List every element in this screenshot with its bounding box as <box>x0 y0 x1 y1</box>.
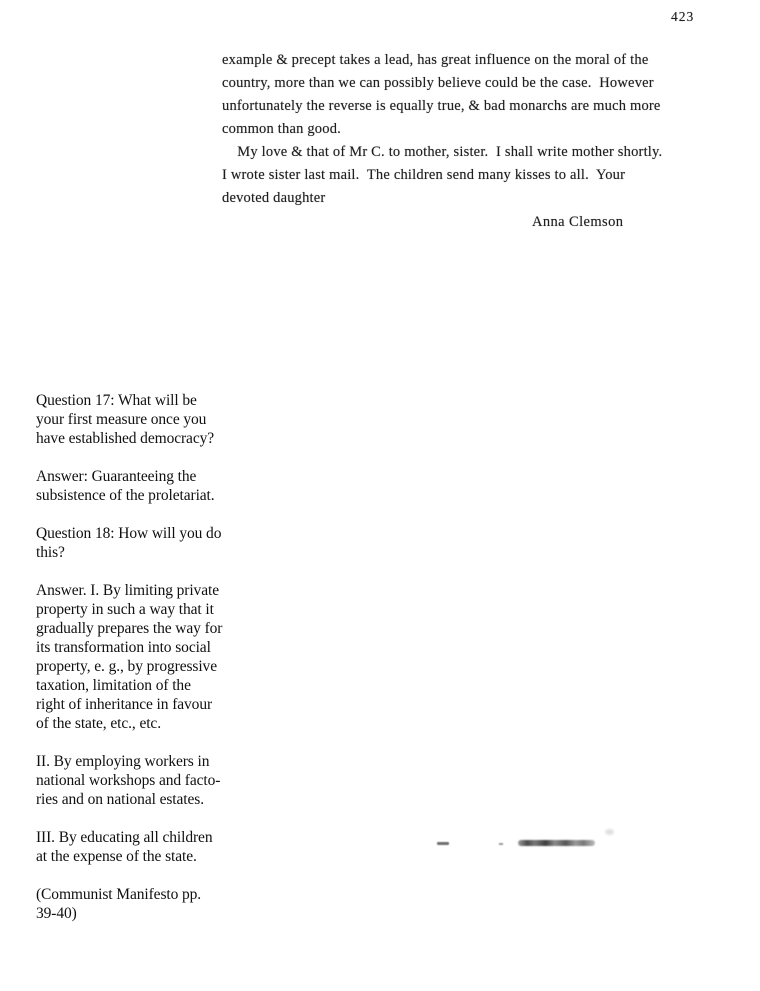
margin-note-line <box>36 809 222 828</box>
margin-note-line: this? <box>36 544 65 561</box>
margin-note-line: II. By employing workers in <box>36 753 210 770</box>
margin-note-line: of the state, etc., etc. <box>36 715 161 732</box>
margin-note-line: subsistence of the proletariat. <box>36 487 215 504</box>
margin-note-line: Answer. I. By limiting private <box>36 582 219 599</box>
letter-signature: Anna Clemson <box>532 214 624 230</box>
scan-artifact-dot <box>499 843 503 845</box>
margin-notes-column <box>36 391 222 923</box>
margin-note-line: your first measure once you <box>36 411 207 428</box>
margin-note-line: right of inheritance in favour <box>36 696 213 713</box>
scan-artifact-dash <box>437 842 449 845</box>
margin-note-line <box>36 562 222 581</box>
margin-note-line: national workshops and facto- <box>36 772 221 789</box>
margin-note-line: Question 17: What will be <box>36 392 197 409</box>
margin-note-line: (Communist Manifesto pp. <box>36 886 202 903</box>
margin-note-line <box>36 448 222 467</box>
letter-line: I wrote sister last mail. The children send many kisses to all. Your <box>222 167 626 183</box>
letter-line: country, more than we can possibly believe could be the case. However <box>222 75 654 91</box>
margin-note-line: its transformation into social <box>36 639 211 656</box>
letter-line: My love & that of Mr C. to mother, sister. I shall write mother shortly. <box>222 144 663 160</box>
letter-body <box>222 49 662 210</box>
scan-artifact-speck <box>605 829 614 835</box>
margin-note-line <box>36 505 222 524</box>
margin-note-line: 39-40) <box>36 905 77 922</box>
margin-note-line: property, e. g., by progressive <box>36 658 217 675</box>
letter-line: devoted daughter <box>222 190 326 206</box>
margin-note-line: property in such a way that it <box>36 601 214 618</box>
margin-note-line: Question 18: How will you do <box>36 525 222 542</box>
page-number: 423 <box>671 9 695 24</box>
margin-note-line: Answer: Guaranteeing the <box>36 468 197 485</box>
margin-note-line: taxation, limitation of the <box>36 677 191 694</box>
margin-note-line <box>36 733 222 752</box>
margin-note-line <box>36 866 222 885</box>
margin-note-line: at the expense of the state. <box>36 848 197 865</box>
letter-line: common than good. <box>222 121 341 137</box>
letter-line: unfortunately the reverse is equally true, & bad monarchs are much more <box>222 98 661 114</box>
letter-line: example & precept takes a lead, has great influence on the moral of the <box>222 52 649 68</box>
margin-note-line: III. By educating all children <box>36 829 213 846</box>
margin-note-line: gradually prepares the way for <box>36 620 223 637</box>
margin-note-line: ries and on national estates. <box>36 791 204 808</box>
margin-note-line: have established democracy? <box>36 430 215 447</box>
scan-artifact-smudge <box>518 840 595 846</box>
